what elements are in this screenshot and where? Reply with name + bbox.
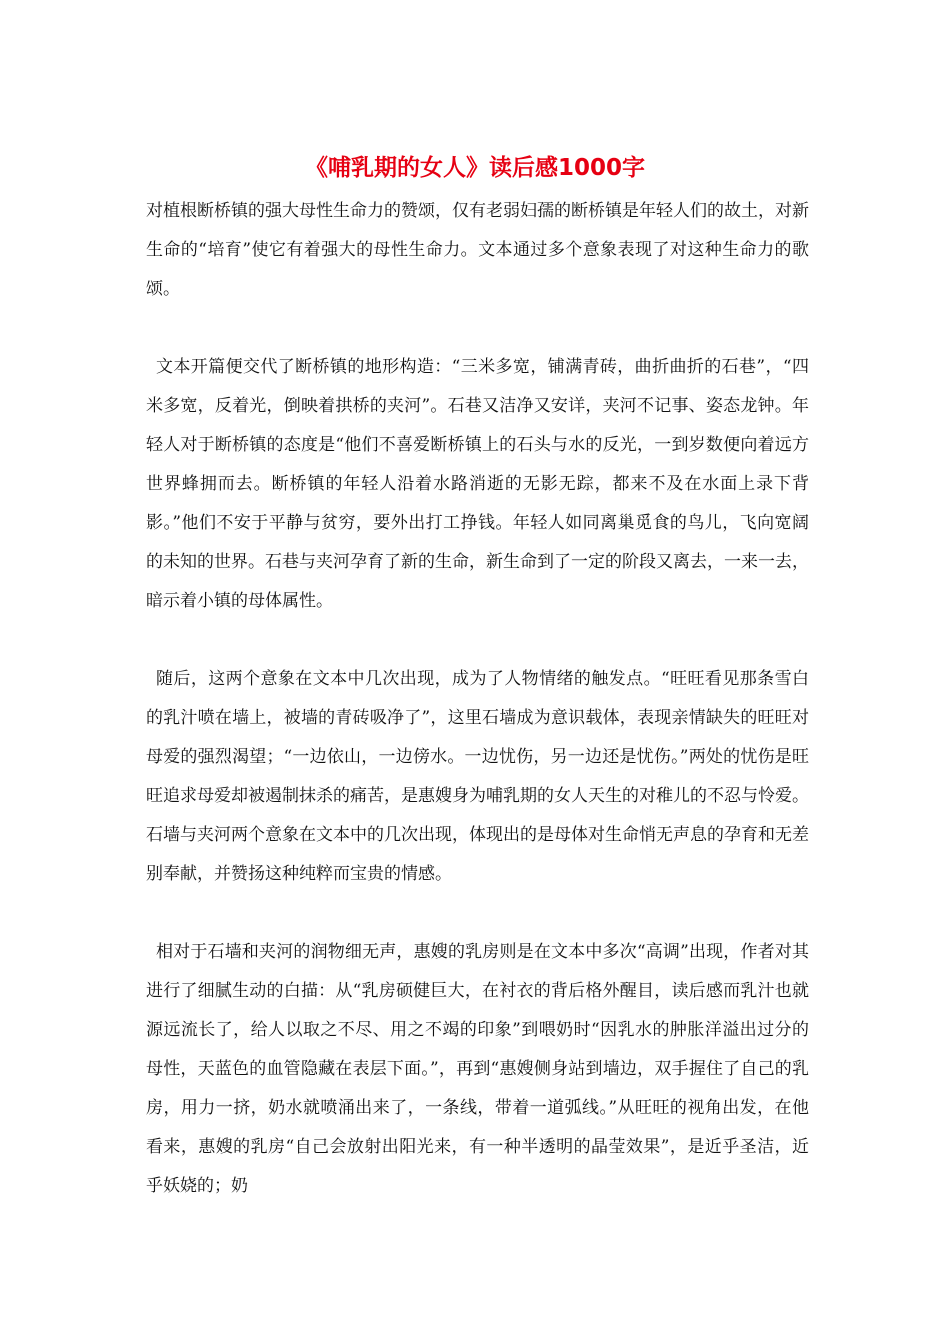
- paragraph-1: 对植根断桥镇的强大母性生命力的赞颂，仅有老弱妇孺的断桥镇是年轻人们的故土，对新生命的“培育”使它有着强大的母性生命力。文本通过多个意象表现了对这种生命力的歌颂。: [146, 201, 809, 299]
- document-body: [146, 192, 809, 1245]
- paragraph-4: 相对于石墙和夹河的润物细无声，惠嫂的乳房则是在文本中多次“高调”出现，作者对其进行了细腻生动的白描：从“乳房硕健巨大，在衬衣的背后格外醒目，读后感而乳汁也就源远流长了，给人以取之不尽、用之不竭的印象”到喂奶时“因乳水的肿胀洋溢出过分的母性，天蓝色的血管隐藏在表层下面。”，再到“惠嫂侧身站到墙边，双手握住了自己的乳房，用力一挤，奶水就喷涌出来了，一条线，带着一道弧线。”从旺旺的视角出发，在他看来，惠嫂的乳房“自己会放射出阳光来，有一种半透明的晶莹效果”，是近乎圣洁，近乎妖娆的；奶: [146, 942, 809, 1196]
- paragraph-2: 文本开篇便交代了断桥镇的地形构造：“三米多宽，铺满青砖，曲折曲折的石巷”，“四米多宽，反着光，倒映着拱桥的夹河”。石巷又洁净又安详，夹河不记事、姿态龙钟。年轻人对于断桥镇的态度是“他们不喜爱断桥镇上的石头与水的反光，一到岁数便向着远方世界蜂拥而去。断桥镇的年轻人沿着水路消逝的无影无踪，都来不及在水面上录下背影。”他们不安于平静与贫穷，要外出打工挣钱。年轻人如同离巢觅食的鸟儿，飞向宽阔的未知的世界。石巷与夹河孕育了新的生命，新生命到了一定的阶段又离去，一来一去，暗示着小镇的母体属性。: [146, 357, 809, 611]
- paragraph-3: 随后，这两个意象在文本中几次出现，成为了人物情绪的触发点。“旺旺看见那条雪白的乳汁喷在墙上，被墙的青砖吸净了”，这里石墙成为意识载体，表现亲情缺失的旺旺对母爱的强烈渴望；“一边依山，一边傍水。一边忧伤，另一边还是忧伤。”两处的忧伤是旺旺追求母爱却被遏制抹杀的痛苦，是惠嫂身为哺乳期的女人天生的对稚儿的不忍与怜爱。石墙与夹河两个意象在文本中的几次出现，体现出的是母体对生命悄无声息的孕育和无差别奉献，并赞扬这种纯粹而宝贵的情感。: [146, 669, 809, 884]
- document-title: 《哺乳期的女人》读后感1000字: [304, 155, 645, 181]
